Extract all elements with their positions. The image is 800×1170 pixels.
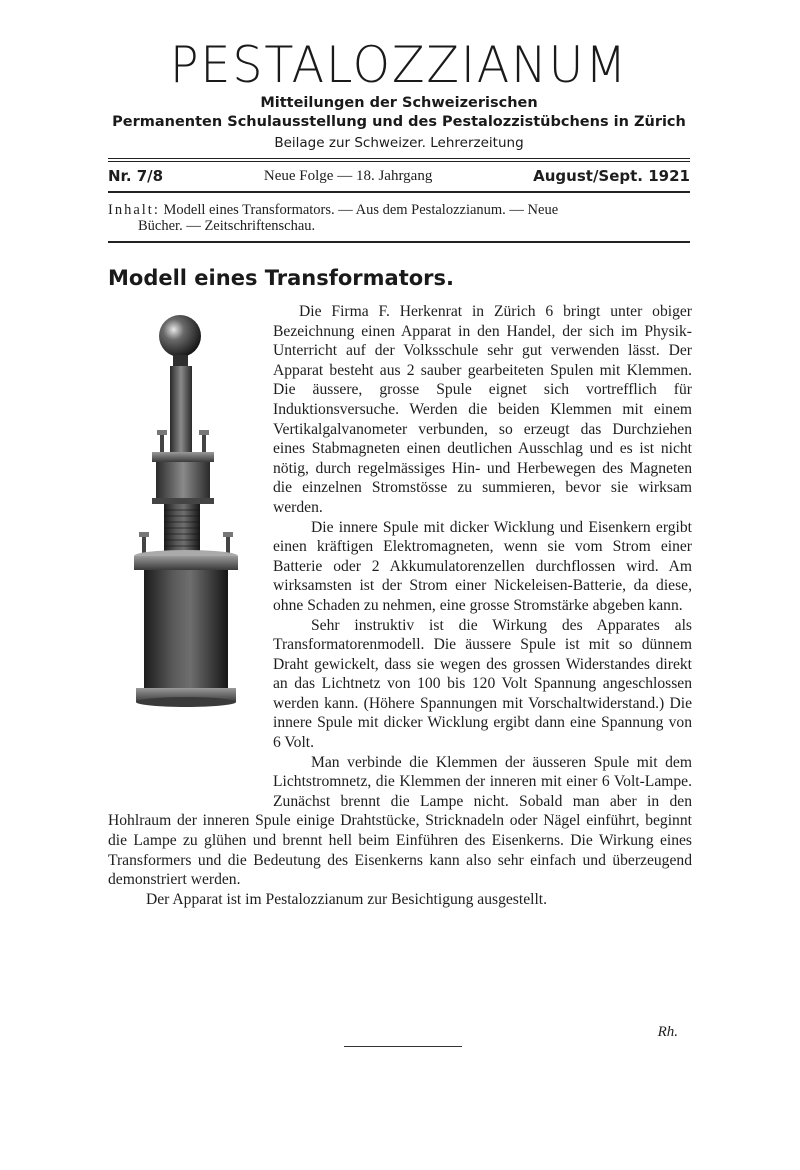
- author-signature: Rh.: [657, 1024, 678, 1040]
- issue-series: Neue Folge — 18. Jahrgang: [263, 167, 433, 184]
- journal-subtitle-line1: Mitteilungen der Schweizerischen: [260, 95, 538, 111]
- article-paragraph-4: Man verbinde die Klemmen der äusseren Spule mit dem Lichtstromnetz, die Klemmen der inneren mit einer 6 Volt-Lampe. Zunächst brennt die Lampe nicht. Sobald man aber in den Hohlraum der inneren Spule einige Drahtstücke, Stricknadeln oder Nägel einführt, beginnt die Lampe zu glühen und brennt hell beim Einführen des Eisenkerns. Die Wirkung eines Transformers und die Bedeutung des Eisenkerns kann also sehr einfach und überzeugend demonstriert werden.: [108, 753, 692, 889]
- article-end-rule: [344, 1046, 462, 1047]
- journal-supplement-note: Beilage zur Schweizer. Lehrerzeitung: [274, 135, 524, 151]
- issue-line: [108, 165, 690, 187]
- masthead: [108, 36, 690, 154]
- issue-rule: [108, 191, 690, 193]
- article-paragraph-1: Die Firma F. Herkenrat in Zürich 6 bringt unter obiger Bezeichnung einen Apparat in den Handel, der sich im Physik-Unterricht auf der Volksschule sehr gut verwenden lässt. Der Apparat besteht aus 2 sauber gearbeiteten Spulen mit Klemmen. Die äussere, grosse Spule eignet sich vortrefflich für Induktionsversuche. Werden die beiden Klemmen mit einem Vertikalgalvanometer verbunden, so erzeugt das Durchziehen eines Stabmagneten einen deutlichen Ausschlag und es ist nicht nötig, durch regelmässiges Hin- und Herbewegen des Magneten die einzelnen Stromstösse zu summieren, bevor sie wirksam werden.: [273, 303, 692, 516]
- article-paragraph-2: Die innere Spule mit dicker Wicklung und Eisenkern ergibt einen kräftigen Elektromagneten, wenn sie vom Strom einer Batterie oder 2 Akkumulatorenzellen durchflossen wird. Am wirksamsten ist der Strom einer Nickeleisen-Batterie, da diese, ohne Schaden zu nehmen, eine grosse Stromstärke abgeben kann.: [273, 518, 692, 614]
- issue-date: August/Sept. 1921: [533, 167, 690, 185]
- masthead-rule-top: [108, 158, 690, 159]
- article-body: [108, 302, 692, 909]
- article-title: Modell eines Transformators.: [108, 266, 455, 290]
- contents-line2: Bücher. — Zeitschriftenschau.: [138, 218, 316, 234]
- issue-number: Nr. 7/8: [108, 167, 164, 185]
- contents-label: Inhalt:: [108, 202, 160, 218]
- table-of-contents: [108, 202, 690, 234]
- article-paragraph-3: Sehr instruktiv ist die Wirkung des Apparates als Transformatorenmodell. Die äussere Spule ist mit so dünnem Draht gewickelt, dass sie wegen des grossen Widerstandes direkt an das Lichtnetz von 100 bis 120 Volt Spannung angeschlossen werden kann. (Höhere Spannungen mit Vorschaltwiderstand.) Die innere Spule mit dicker Wicklung ergibt dann eine Spannung von 6 Volt.: [273, 616, 692, 752]
- figure-text-wrap-space: [108, 302, 273, 792]
- article-paragraph-5: Der Apparat ist im Pestalozzianum zur Besichtigung ausgestellt.: [146, 890, 548, 908]
- masthead-rule-top-second: [108, 161, 690, 162]
- journal-subtitle-line2: Permanenten Schulausstellung und des Pestalozzistübchens in Zürich: [112, 114, 686, 130]
- journal-title: PESTALOZZIANUM: [169, 36, 629, 94]
- contents-rule: [108, 241, 690, 243]
- contents-line1: Modell eines Transformators. — Aus dem Pestalozzianum. — Neue: [163, 202, 559, 218]
